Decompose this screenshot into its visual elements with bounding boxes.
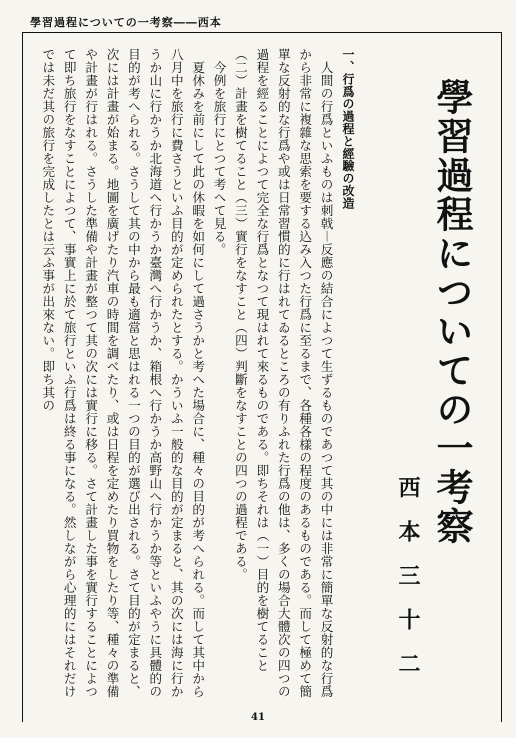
right-border-rule (501, 32, 502, 722)
paragraph-2: 今例を旅行にとつて考へて見る。 (211, 60, 227, 256)
article-title: 學習過程についての一考察 (430, 78, 474, 546)
paragraph-1: 人間の行爲といふものは刺戟︱反應の結合によつて生ずるものであつて其の中には非常に簡單な反射的な行爲から非常に複雜な思索を要する込み入つた行爲に至るまで、各種各樣の程度のあるものである。而して極めて簡單な反射的な行爲や或は日常習慣的に行はれてゐるところの有りふれた行爲の他は、多くの場合大體次の四つの過程を經ることによつて完全な行爲となつて現はれて來るものである。即ちそれは（一）目的を樹てること（二）計畫を樹てること（三）實行をなすこと（四）判斷をなすことの四つの過程である。 (232, 48, 334, 698)
author-name: 西本三十二 (395, 476, 421, 696)
running-head: 學習過程についての一考察――西本 (30, 16, 222, 29)
page-number: 41 (251, 712, 265, 723)
section-heading: 一、行爲の過程と經驗の改造 (341, 48, 355, 210)
header-rule (22, 32, 502, 33)
article-body (28, 48, 358, 703)
left-border-rule (22, 32, 23, 722)
paragraph-3: 夏休みを前にして此の休暇を如何にして過さうかと考へた場合に、種々の目的が考へられる。而して其中から八月中を旅行に費さうといふ目的が定められたとする。かういふ一般的な目的が定まると、其の次には海に行かうか山に行かうか北海道へ行かうか臺灣へ行かうか、箱根へ行かうか高野山へ行かうか等といふやうに具體的の目的が考へられる。さうして其の中から最も適當と思はれる一つの目的が選び出される。さて目的が定まると、次には計畫が始まる。地圖を廣げたり汽車の時間を調べたり、或は日程を定めたり買物をしたり等、種々の準備や計畫が行はれる。さうした準備や計畫が整つて其の次には實行に移る。さて計畫した事を實行することによつて即ち旅行をなすことによつて、事實上に於て旅行といふ行爲は終る事になる。然しながら心理的にはそれだけでは未だ其の旅行を完成したとは云ふ事が出來ない。即ち其の (40, 48, 206, 698)
